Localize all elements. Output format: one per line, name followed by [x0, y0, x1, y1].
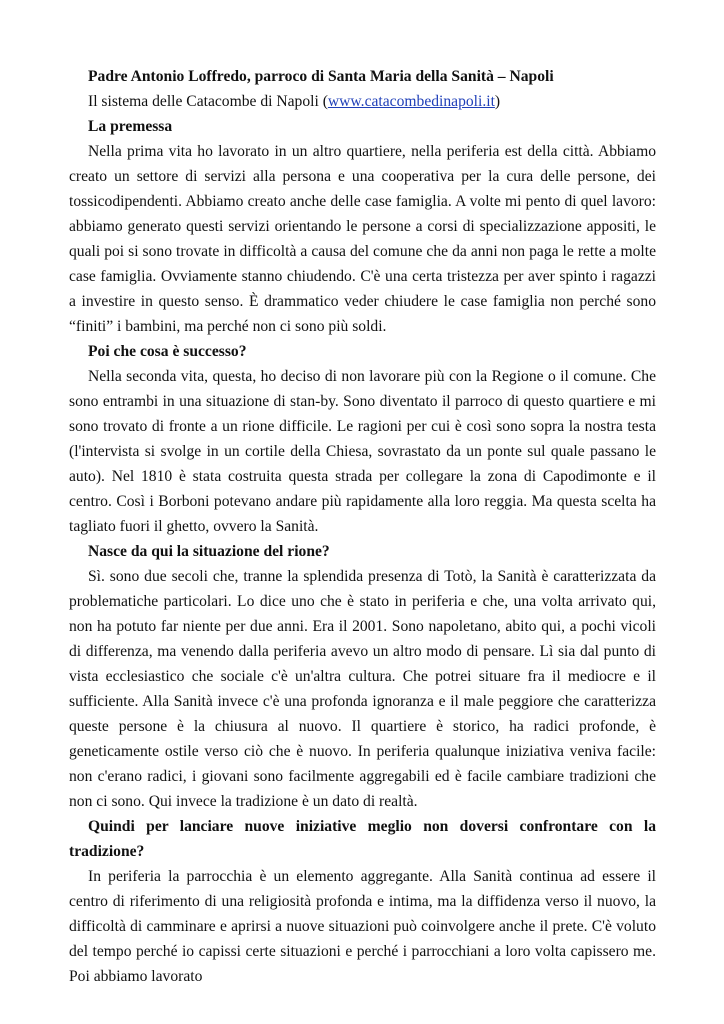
section-heading: Nasce da qui la situazione del rione?: [88, 543, 330, 560]
document-title: Padre Antonio Loffredo, parroco di Santa Maria della Sanità – Napoli: [88, 68, 554, 85]
section-paragraph: Nella prima vita ho lavorato in un altro quartiere, nella periferia est della città. Abbiamo creato un settore di servizi alla persona e una cooperativa per la cura delle persone, dei tossicodipendenti. Abbiamo creato anche delle case famiglia. A volte mi pento di quel lavoro: abbiamo generato questi servizi orientando le persone a corsi di specializzazione appositi, le quali poi si sono trovate in difficoltà a causa del comune che da anni non paga le rette a molte case famiglia. Ovviamente stanno chiudendo. C'è una certa tristezza per aver spinto i ragazzi a investire in questo senso. È drammatico veder chiudere le case famiglia non perché sono “finiti” i bambini, ma perché non ci sono più soldi.: [69, 143, 656, 335]
subtitle-suffix: ): [494, 93, 501, 110]
section-heading: Quindi per lanciare nuove iniziative meglio non doversi confrontare con la tradizione?: [69, 818, 656, 860]
catacombe-website-link[interactable]: www.catacombedinapoli.it: [327, 93, 495, 110]
section-heading: La premessa: [88, 118, 173, 135]
section-heading: Poi che cosa è successo?: [88, 343, 247, 360]
section-paragraph: Nella seconda vita, questa, ho deciso di non lavorare più con la Regione o il comune. Che sono entrambi in una situazione di stan-by. Sono diventato il parroco di questo quartiere e mi sono trovato di fronte a un rione difficile. Le ragioni per cui è così sono sopra la nostra testa (l'intervista si svolge in un cortile della Chiesa, sovrastato da un ponte sul quale passano le auto). Nel 1810 è stata costruita questa strada per collegare la zona di Capodimonte e il centro. Così i Borboni potevano andare più rapidamente alla loro reggia. Ma questa scelta ha tagliato fuori il ghetto, ovvero la Sanità.: [69, 368, 656, 535]
document-subtitle: [69, 89, 656, 114]
subtitle-prefix: Il sistema delle Catacombe di Napoli (: [88, 93, 328, 110]
section-paragraph: In periferia la parrocchia è un elemento aggregante. Alla Sanità continua ad essere il centro di riferimento di una religiosità profonda e intima, ma la diffidenza verso il nuovo, la difficoltà di camminare e aprirsi a nuove situazioni può coinvolgere anche il prete. C'è voluto del tempo perché io capissi certe situazioni e perché i parrocchiani a loro volta capissero me. Poi abbiamo lavorato: [69, 868, 656, 985]
document-page: [69, 64, 656, 989]
section-paragraph: Sì. sono due secoli che, tranne la splendida presenza di Totò, la Sanità è caratterizzata da problematiche particolari. Lo dice uno che è stato in periferia e che, una volta arrivato qui, non ha potuto far niente per due anni. Era il 2001. Sono napoletano, abito qui, a pochi vicoli di differenza, ma venendo dalla periferia avevo un altro modo di pensare. Lì sia dal punto di vista ecclesiastico che sociale c'è un'altra cultura. Che potrei situare fra il mediocre e il sufficiente. Alla Sanità invece c'è una profonda ignoranza e il male peggiore che caratterizza queste persone è la chiusura al nuovo. Il quartiere è storico, ha radici profonde, è geneticamente ostile verso ciò che è nuovo. In periferia qualunque iniziativa veniva facile: non c'erano radici, i giovani sono facilmente aggregabili ed è facile cambiare tradizioni che non ci sono. Qui invece la tradizione è un dato di realtà.: [69, 568, 656, 810]
